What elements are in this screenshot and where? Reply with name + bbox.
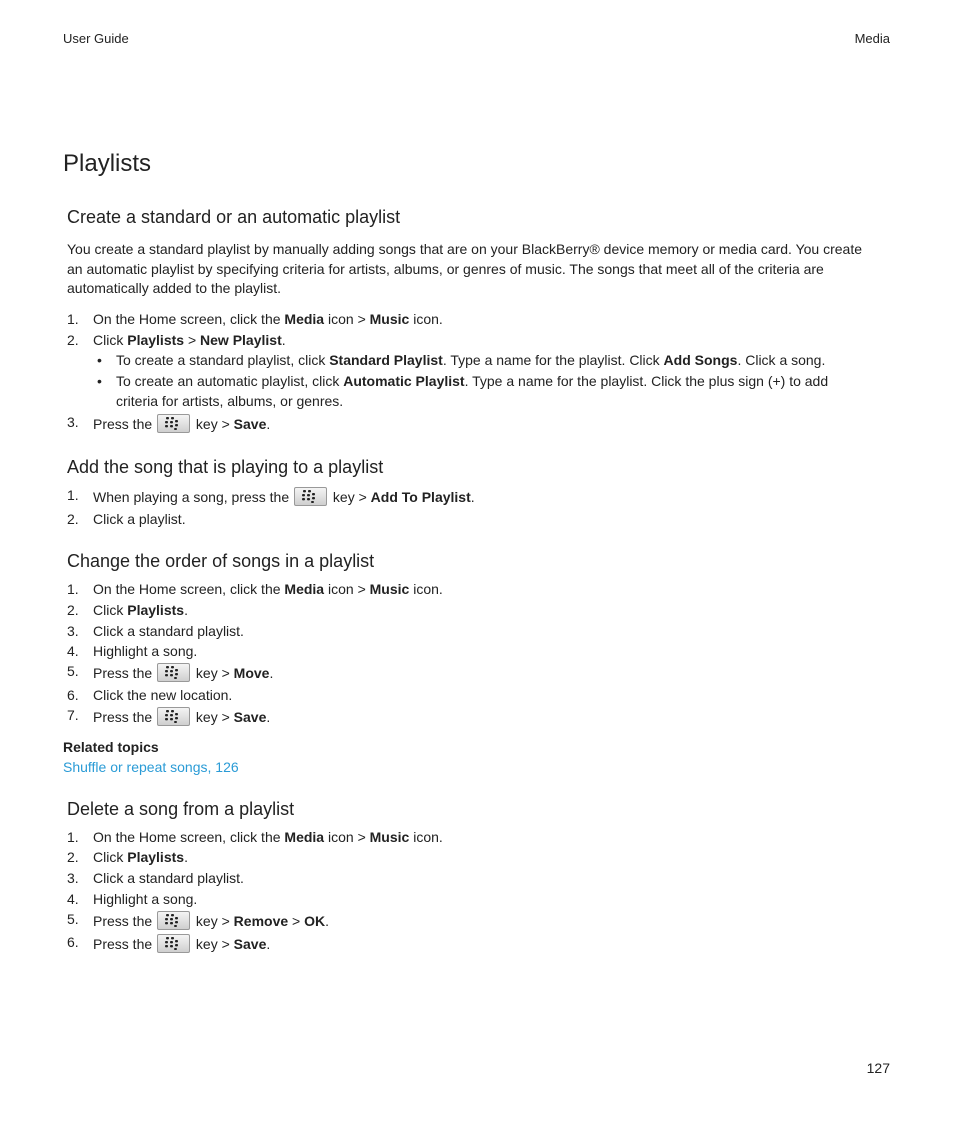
blackberry-menu-key-icon [157, 663, 190, 682]
step-number: 2. [67, 849, 79, 865]
blackberry-menu-key-icon [294, 487, 327, 506]
step-text: On the Home screen, click the Media icon > Music icon. [93, 311, 443, 327]
step-text: Click a standard playlist. [93, 623, 244, 639]
bullet-dot: • [97, 352, 102, 368]
step-text: Click Playlists. [93, 602, 188, 618]
step-number: 6. [67, 687, 79, 703]
step-text: Highlight a song. [93, 891, 198, 907]
header-title: User Guide [63, 31, 129, 46]
step-text: Highlight a song. [93, 643, 198, 659]
step-number: 2. [67, 332, 79, 348]
step-number: 3. [67, 623, 79, 639]
step-number: 2. [67, 602, 79, 618]
section-heading-order: Change the order of songs in a playlist [67, 551, 375, 571]
page-number: 127 [866, 1060, 890, 1076]
step-text: Press the key > Move. [93, 664, 873, 684]
intro-line: automatically added to the playlist. [67, 280, 282, 296]
step-number: 3. [67, 414, 79, 430]
step-number: 2. [67, 511, 79, 527]
step-text: Press the key > Remove > OK. [93, 912, 873, 932]
step-text: Press the key > Save. [93, 708, 873, 728]
step-number: 4. [67, 643, 79, 659]
header-section: Media [854, 31, 890, 46]
step-text: Click Playlists. [93, 849, 188, 865]
step-number: 4. [67, 891, 79, 907]
blackberry-menu-key-icon [157, 911, 190, 930]
blackberry-menu-key-icon [157, 414, 190, 433]
step-number: 7. [67, 707, 79, 723]
step-number: 1. [67, 829, 79, 845]
section-heading-delete: Delete a song from a playlist [67, 799, 295, 819]
related-topic-link[interactable]: Shuffle or repeat songs, 126 [63, 759, 239, 775]
step-text: Click a standard playlist. [93, 870, 244, 886]
related-topics-heading: Related topics [63, 739, 159, 755]
create-intro [67, 240, 897, 299]
blackberry-menu-key-icon [157, 707, 190, 726]
step-number: 6. [67, 934, 79, 950]
step-number: 3. [67, 870, 79, 886]
section-heading-add: Add the song that is playing to a playlist [67, 457, 384, 477]
step-number: 1. [67, 487, 79, 503]
step-number: 5. [67, 911, 79, 927]
step-text: Click the new location. [93, 687, 233, 703]
step-text: Click Playlists > New Playlist. [93, 332, 286, 348]
section-heading-create: Create a standard or an automatic playlist [67, 207, 401, 227]
step-text: On the Home screen, click the Media icon > Music icon. [93, 581, 443, 597]
step-text: When playing a song, press the key > Add To Playlist. [93, 488, 873, 508]
step-text: Click a playlist. [93, 511, 186, 527]
intro-line: You create a standard playlist by manually adding songs that are on your BlackBerry® device memory or media card. You create [67, 241, 863, 257]
bullet-dot: • [97, 373, 102, 389]
intro-line: an automatic playlist by specifying criteria for artists, albums, or genres of music. The songs that meet all of the criteria are [67, 260, 824, 277]
bullet-text: To create a standard playlist, click Standard Playlist. Type a name for the playlist. Click Add Songs. Click a song. [116, 352, 826, 368]
step-text: Press the key > Save. [93, 415, 873, 435]
step-text: On the Home screen, click the Media icon > Music icon. [93, 829, 443, 845]
page-title: Playlists [63, 150, 152, 177]
step-number: 1. [67, 581, 79, 597]
bullet-text: To create an automatic playlist, click Automatic Playlist. Type a name for the playlist. Click the plus sign (+) to add criteria for artists, albums, or genres. [116, 373, 829, 409]
step-text: Press the key > Save. [93, 935, 873, 955]
step-number: 5. [67, 663, 79, 679]
blackberry-menu-key-icon [157, 934, 190, 953]
step-number: 1. [67, 311, 79, 327]
